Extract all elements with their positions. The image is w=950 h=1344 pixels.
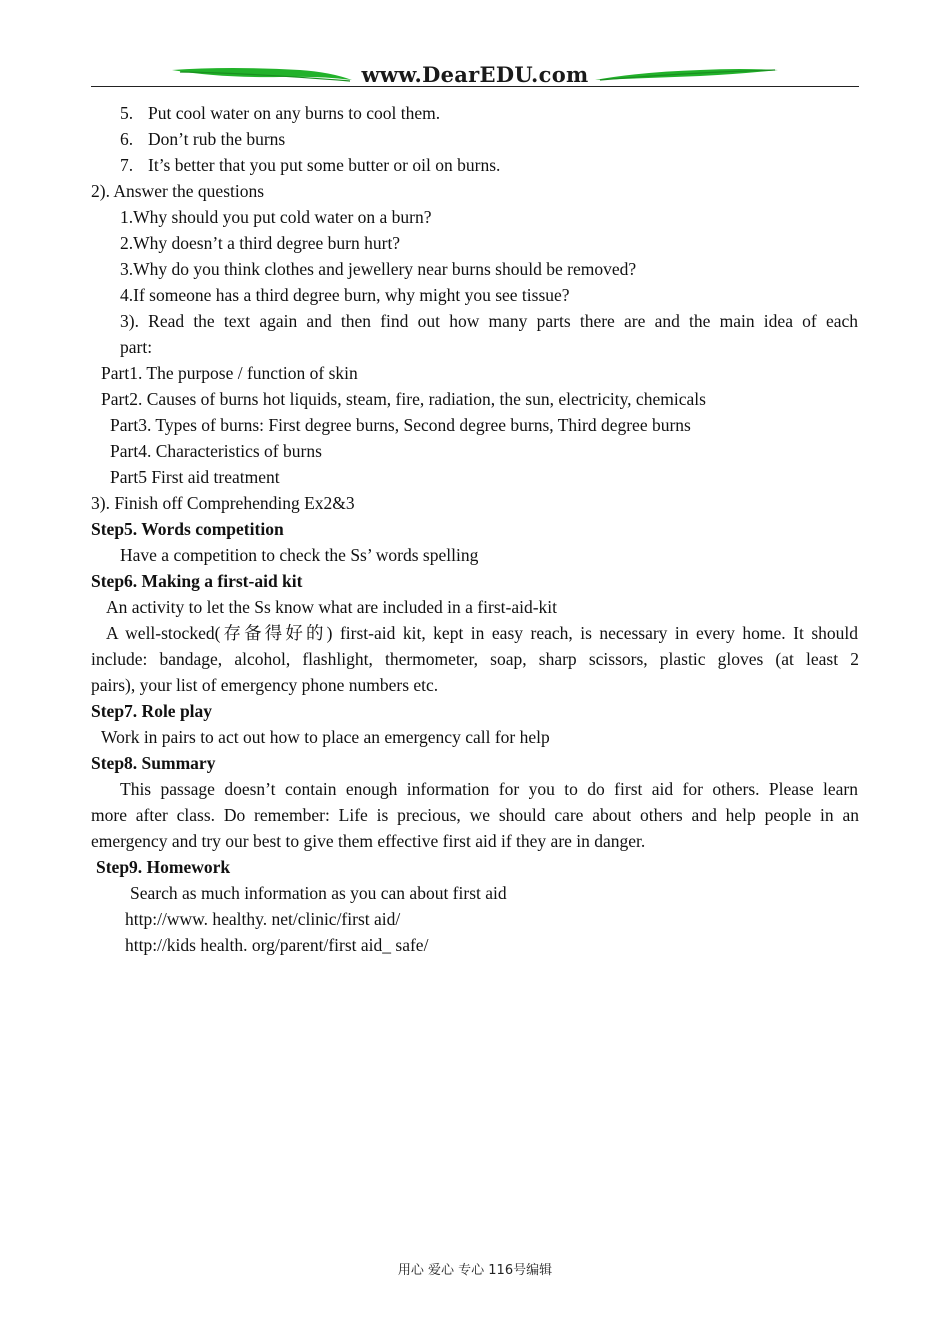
question-item: 2.Why doesn’t a third degree burn hurt?	[120, 233, 401, 253]
question-item: 4.If someone has a third degree burn, why might you see tissue?	[120, 285, 570, 305]
step9-text: Search as much information as you can about first aid	[130, 883, 507, 903]
step6-title: Step6. Making a first-aid kit	[91, 571, 303, 591]
page-footer: 用心 爱心 专心 116号编辑	[397, 1263, 553, 1278]
list-item-text: It’s better that you put some butter or oil on burns.	[148, 155, 501, 175]
header-divider	[91, 86, 859, 87]
step6-paragraph-line: include: bandage, alcohol, flashlight, thermometer, soap, sharp scissors, plastic gloves (at least 2	[91, 649, 859, 669]
part-item: Part4. Characteristics of burns	[110, 441, 322, 461]
step8-paragraph-line: This passage doesn’t contain enough information for you to do first aid for others. Please learn	[120, 779, 858, 799]
step8-title: Step8. Summary	[91, 753, 216, 773]
list-item-text: Put cool water on any burns to cool them.	[148, 103, 441, 123]
list-item-number: 5.	[120, 103, 134, 123]
step8-paragraph-line: more after class. Do remember: Life is precious, we should care about others and help people in an	[91, 805, 859, 825]
answer-questions-heading: 2). Answer the questions	[91, 181, 265, 201]
page-header	[0, 0, 950, 92]
list-item-number: 6.	[120, 129, 134, 149]
step7-title: Step7. Role play	[91, 701, 213, 721]
site-logo-text: www.DearEDU.com	[361, 62, 589, 87]
homework-link[interactable]: http://www. healthy. net/clinic/first aid/	[125, 909, 401, 929]
step7-text: Work in pairs to act out how to place an emergency call for help	[101, 727, 550, 747]
part-item: Part3. Types of burns: First degree burns, Second degree burns, Third degree burns	[110, 415, 691, 435]
read-task-line: part:	[120, 337, 153, 357]
question-item: 1.Why should you put cold water on a burn?	[120, 207, 432, 227]
part-item: Part2. Causes of burns hot liquids, steam, fire, radiation, the sun, electricity, chemicals	[101, 389, 706, 409]
step6-paragraph-line: pairs), your list of emergency phone numbers etc.	[91, 675, 439, 695]
list-item	[120, 155, 500, 175]
list-item	[120, 129, 285, 149]
read-task-line: 3). Read the text again and then find out how many parts there are and the main idea of each	[120, 311, 858, 331]
step6-text: An activity to let the Ss know what are included in a first-aid-kit	[106, 597, 558, 617]
list-item-number: 7.	[120, 155, 134, 175]
step6-paragraph-line: A well-stocked(存备得好的) first-aid kit, kept in easy reach, is necessary in every home. It should	[106, 623, 858, 643]
step5-text: Have a competition to check the Ss’ words spelling	[120, 545, 479, 565]
part-item: Part5 First aid treatment	[110, 467, 280, 487]
step9-title: Step9. Homework	[96, 857, 231, 877]
step5-title: Step5. Words competition	[91, 519, 284, 539]
step8-paragraph-line: emergency and try our best to give them effective first aid if they are in danger.	[91, 831, 646, 851]
part-item: Part1. The purpose / function of skin	[101, 363, 358, 383]
homework-link[interactable]: http://kids health. org/parent/first aid_ safe/	[125, 935, 429, 955]
list-item-text: Don’t rub the burns	[148, 129, 286, 149]
list-item	[120, 103, 440, 123]
finish-off-line: 3). Finish off Comprehending Ex2&3	[91, 493, 355, 513]
question-item: 3.Why do you think clothes and jewellery near burns should be removed?	[120, 259, 637, 279]
